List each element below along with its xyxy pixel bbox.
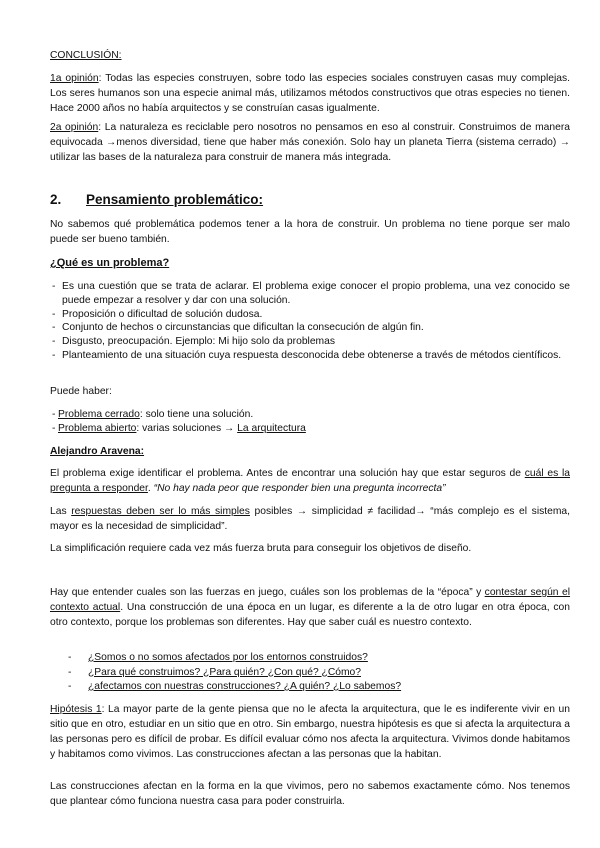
aravena-text: El problema exige identificar el problema. Antes de encontrar una solución hay que estar seguros de <box>50 468 525 479</box>
list-item: - Disgusto, preocupación. Ejemplo: Mi hijo solo da problemas <box>50 335 570 349</box>
list-item: - Proposición o dificultad de solución dudosa. <box>50 308 570 322</box>
list-item <box>50 422 570 436</box>
opinion-2-label: 2a opinión <box>50 122 99 133</box>
list-item: - Conjunto de hechos o circunstancias que dificultan la consecución de algún fin. <box>50 321 570 335</box>
aravena-quote: “No hay nada peor que responder bien una pregunta incorrecta” <box>153 483 446 494</box>
respuestas-paragraph <box>50 504 570 534</box>
closed-problem-text: : solo tiene una solución. <box>139 409 254 420</box>
closed-problem-label: Problema cerrado <box>58 409 140 420</box>
opinion-1-label: 1a opinión <box>50 73 99 84</box>
aravena-text: . <box>147 483 154 494</box>
section-2-number: 2. <box>50 192 62 207</box>
hipotesis-paragraph <box>50 702 570 762</box>
opinion-2-text: : La naturaleza es reciclable pero nosotros no pensamos en eso al construir. Construimos de manera equivocada →menos diversidad, tiene que haber más conexión. Solo hay un planeta Tierra (sistema cerrado) → utilizar las bases de la naturaleza para construir de manera más integrada. <box>50 122 570 163</box>
list-item: - ¿Para qué construimos? ¿Para quién? ¿Con qué? ¿Cómo? <box>50 666 570 681</box>
fuerzas-paragraph <box>50 585 570 630</box>
section-2-title: Pensamiento problemático: <box>86 192 264 207</box>
list-item: - ¿afectamos con nuestras construcciones? ¿A quién? ¿Lo sabemos? <box>50 680 570 695</box>
hipotesis-label: Hipótesis 1 <box>50 704 102 715</box>
list-item: - Es una cuestión que se trata de aclarar. El problema exige conocer el propio problema, una vez conocido se puede empezar a resolver y dar con una solución. <box>50 280 570 308</box>
fuerzas-underline: contestar según el contexto actual <box>50 587 570 613</box>
respuestas-underline: respuestas deben ser lo más simples <box>71 506 250 517</box>
closing-paragraph: Las construcciones afectan en la forma en la que vivimos, pero no sabemos exactamente cómo. Nos tenemos que plantear cómo funciona nuestra casa para poder construirla. <box>50 781 570 807</box>
list-item: - ¿Somos o no somos afectados por los entornos construidos? <box>50 651 570 666</box>
opinion-1-paragraph <box>50 71 570 116</box>
list-item <box>50 408 570 422</box>
open-problem-label: Problema abierto <box>58 422 137 434</box>
conclusion-heading: CONCLUSIÓN: <box>50 50 122 61</box>
opinion-2-paragraph <box>50 120 570 165</box>
architecture-link: La arquitectura <box>237 422 306 434</box>
aravena-heading: Alejandro Aravena: <box>50 446 145 457</box>
respuestas-text: posibles → simplicidad ≠ facilidad→ “más complejo es el sistema, mayor es la necesidad de simplicidad”. <box>50 506 571 532</box>
problem-types-list <box>50 408 570 436</box>
definitions-list <box>50 280 570 363</box>
question-heading: ¿Qué es un problema? <box>50 257 170 269</box>
section-2-heading <box>50 191 570 209</box>
list-item: - Planteamiento de una situación cuya respuesta desconocida debe obtenerse a través de métodos científicos. <box>50 349 570 363</box>
questions-list <box>50 651 570 695</box>
simplificacion-paragraph: La simplificación requiere cada vez más fuerza bruta para conseguir los objetivos de diseño. <box>50 543 472 554</box>
opinion-1-text: : Todas las especies construyen, sobre todo las especies sociales construyen casas muy complejas. Los seres humanos son una especie animal más, utilizamos métodos constructivos que otras especies no tienen. Hace 2000 años no había arquitectos y se construían casas igualmente. <box>50 73 570 114</box>
hipotesis-text: : La mayor parte de la gente piensa que no le afecta la arquitectura, que le es indiferente vivir en un sitio que en otro, estudiar en un sitio que en otro. Sin embargo, nuestra hipótesis es que si afecta la arquitectura a las personas pero es difícil de probar. Es difícil evaluar cómo nos afecta la arquitectura. Vivimos donde habitamos y habitamos como vivimos. Las construcciones afectan a las personas que la habitan. <box>50 704 571 760</box>
fuerzas-text: . Una construcción de una época en un lugar, es diferente a la de otro lugar en otra época, con otro contexto, porque los problemas son diferentes. Hay que saber cuál es nuestro contexto. <box>50 602 570 628</box>
section-2-intro: No sabemos qué problemática podemos tener a la hora de construir. Un problema no tiene porque ser malo puede ser bueno también. <box>50 219 570 245</box>
aravena-underline: cuál es la pregunta a responder <box>50 468 570 494</box>
puede-haber: Puede haber: <box>50 386 112 397</box>
fuerzas-text: Hay que entender cuales son las fuerzas en juego, cuáles son los problemas de la “época” y <box>50 587 485 598</box>
respuestas-text: Las <box>50 506 72 517</box>
open-problem-text: : varias soluciones → <box>136 422 238 434</box>
aravena-paragraph <box>50 466 570 496</box>
